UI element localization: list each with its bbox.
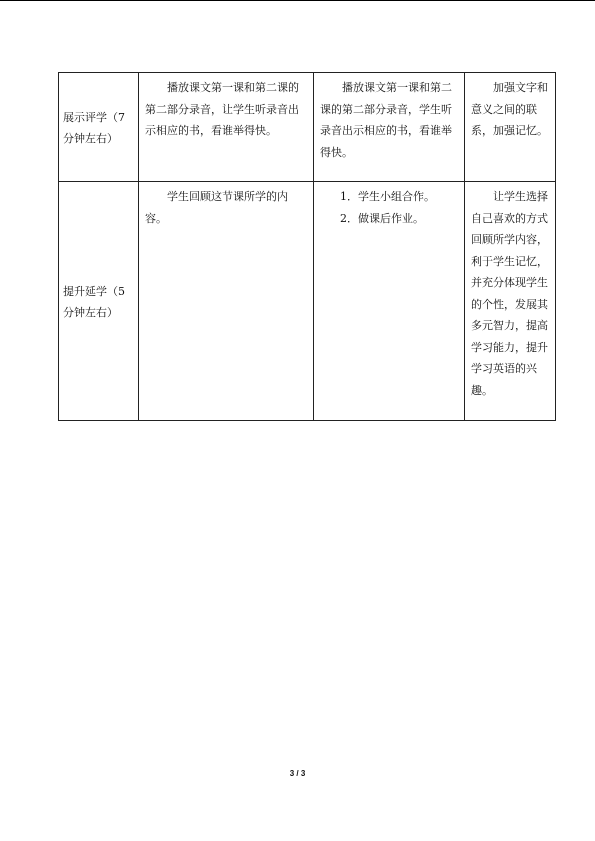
student-activity-cell xyxy=(314,182,465,421)
purpose-cell: 加强文字和意义之间的联系，加强记忆。 xyxy=(465,73,556,182)
table-row xyxy=(59,73,556,182)
table-row xyxy=(59,182,556,421)
page-number: 3 / 3 xyxy=(289,769,306,778)
header-rule xyxy=(0,0,595,1)
list-item: 1．学生小组合作。 xyxy=(340,190,435,203)
lesson-plan-table xyxy=(58,72,556,421)
teacher-activity-cell: 学生回顾这节课所学的内容。 xyxy=(139,182,314,421)
stage-cell: 提升延学（5分钟左右） xyxy=(59,182,139,421)
purpose-cell: 让学生选择自己喜欢的方式回顾所学内容，利于学生记忆，并充分体现学生的个性，发展其多元智力，提高学习能力，提升学习英语的兴趣。 xyxy=(465,182,556,421)
stage-cell: 展示评学（7分钟左右） xyxy=(59,73,139,182)
list-item: 2．做课后作业。 xyxy=(340,211,424,225)
student-activity-list xyxy=(320,186,459,229)
student-activity-cell: 播放课文第一课和第二课的第二部分录音，学生听录音出示相应的书，看谁举得快。 xyxy=(314,73,465,182)
teacher-activity-cell: 播放课文第一课和第二课的第二部分录音，让学生听录音出示相应的书，看谁举得快。 xyxy=(139,73,314,182)
